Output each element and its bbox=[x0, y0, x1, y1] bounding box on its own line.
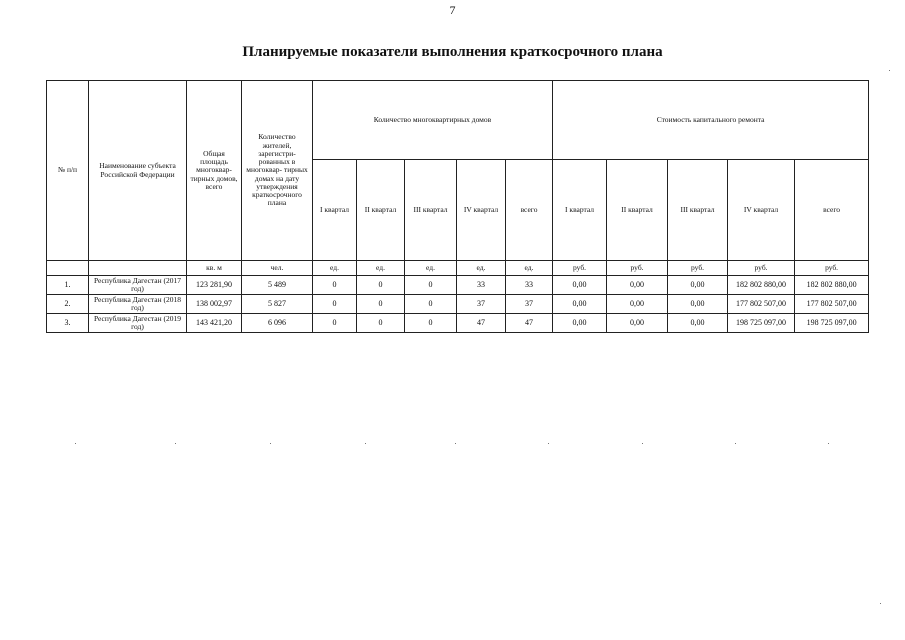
scan-speck bbox=[175, 443, 176, 444]
cost-q1-value: 0,00 bbox=[553, 314, 607, 333]
header-row bbox=[47, 81, 869, 160]
unit-cell: руб. bbox=[728, 261, 795, 276]
houses-total-value: 33 bbox=[506, 276, 553, 295]
houses-q3-value: 0 bbox=[405, 276, 457, 295]
unit-cell: чел. bbox=[242, 261, 313, 276]
unit-cell: ед. bbox=[357, 261, 405, 276]
cost-q3-value: 0,00 bbox=[668, 314, 728, 333]
scan-speck bbox=[880, 603, 881, 604]
area-value: 143 421,20 bbox=[187, 314, 242, 333]
cost-q3-value: 0,00 bbox=[668, 276, 728, 295]
houses-q1-value: 0 bbox=[313, 276, 357, 295]
unit-cell: ед. bbox=[405, 261, 457, 276]
cost-q4-value: 198 725 097,00 bbox=[728, 314, 795, 333]
header-cost-q2: II квартал bbox=[607, 160, 668, 261]
scan-speck bbox=[548, 443, 549, 444]
houses-q2-value: 0 bbox=[357, 295, 405, 314]
document-title: Планируемые показатели выполнения краткосрочного плана bbox=[242, 44, 663, 60]
unit-cell: ед. bbox=[313, 261, 357, 276]
residents-value: 6 096 bbox=[242, 314, 313, 333]
scan-speck bbox=[642, 443, 643, 444]
subject-name: Республика Дагестан (2017 год) bbox=[89, 276, 187, 295]
houses-q4-value: 47 bbox=[457, 314, 506, 333]
units-empty bbox=[47, 261, 89, 276]
cost-total-value: 177 802 507,00 bbox=[795, 295, 869, 314]
cost-q3-value: 0,00 bbox=[668, 295, 728, 314]
header-residents: Количество жителей, зарегистри- рованных в многоквар- тирных домах на дату утверждения краткосрочного плана bbox=[242, 81, 313, 261]
units-row bbox=[47, 261, 869, 276]
unit-cell: кв. м bbox=[187, 261, 242, 276]
cost-q1-value: 0,00 bbox=[553, 295, 607, 314]
unit-cell: руб. bbox=[795, 261, 869, 276]
header-cost-group: Стоимость капитального ремонта bbox=[553, 81, 869, 160]
unit-cell: руб. bbox=[607, 261, 668, 276]
houses-q2-value: 0 bbox=[357, 314, 405, 333]
unit-cell: ед. bbox=[506, 261, 553, 276]
header-cost-total: всего bbox=[795, 160, 869, 261]
row-number: 1. bbox=[47, 276, 89, 295]
houses-q1-value: 0 bbox=[313, 295, 357, 314]
residents-value: 5 827 bbox=[242, 295, 313, 314]
scan-speck bbox=[889, 70, 890, 71]
cost-total-value: 182 802 880,00 bbox=[795, 276, 869, 295]
houses-total-value: 47 bbox=[506, 314, 553, 333]
header-area: Общая площадь многоквар- тирных домов, всего bbox=[187, 81, 242, 261]
cost-q2-value: 0,00 bbox=[607, 295, 668, 314]
area-value: 138 002,97 bbox=[187, 295, 242, 314]
header-houses-q4: IV квартал bbox=[457, 160, 506, 261]
scan-speck bbox=[735, 443, 736, 444]
page-number: 7 bbox=[449, 3, 456, 17]
header-houses-q1: I квартал bbox=[313, 160, 357, 261]
subject-name: Республика Дагестан (2018 год) bbox=[89, 295, 187, 314]
houses-q4-value: 37 bbox=[457, 295, 506, 314]
header-houses-group: Количество многоквартирных домов bbox=[313, 81, 553, 160]
table-row bbox=[47, 276, 869, 295]
houses-q2-value: 0 bbox=[357, 276, 405, 295]
scan-speck bbox=[75, 443, 76, 444]
header-cost-q1: I квартал bbox=[553, 160, 607, 261]
header-num: № п/п bbox=[47, 81, 89, 261]
plan-indicators-table bbox=[46, 80, 869, 333]
table-row bbox=[47, 314, 869, 333]
header-cost-q3: III квартал bbox=[668, 160, 728, 261]
unit-cell: руб. bbox=[553, 261, 607, 276]
row-number: 2. bbox=[47, 295, 89, 314]
header-houses-q3: III квартал bbox=[405, 160, 457, 261]
header-houses-q2: II квартал bbox=[357, 160, 405, 261]
area-value: 123 281,90 bbox=[187, 276, 242, 295]
scan-speck bbox=[270, 443, 271, 444]
houses-q1-value: 0 bbox=[313, 314, 357, 333]
cost-q1-value: 0,00 bbox=[553, 276, 607, 295]
scan-speck bbox=[828, 443, 829, 444]
cost-q2-value: 0,00 bbox=[607, 314, 668, 333]
cost-q4-value: 182 802 880,00 bbox=[728, 276, 795, 295]
residents-value: 5 489 bbox=[242, 276, 313, 295]
unit-cell: ед. bbox=[457, 261, 506, 276]
header-houses-total: всего bbox=[506, 160, 553, 261]
table-row bbox=[47, 295, 869, 314]
units-empty bbox=[89, 261, 187, 276]
scan-speck bbox=[365, 443, 366, 444]
subject-name: Республика Дагестан (2019 год) bbox=[89, 314, 187, 333]
scan-speck bbox=[455, 443, 456, 444]
cost-q4-value: 177 802 507,00 bbox=[728, 295, 795, 314]
houses-total-value: 37 bbox=[506, 295, 553, 314]
cost-q2-value: 0,00 bbox=[607, 276, 668, 295]
header-cost-q4: IV квартал bbox=[728, 160, 795, 261]
houses-q4-value: 33 bbox=[457, 276, 506, 295]
cost-total-value: 198 725 097,00 bbox=[795, 314, 869, 333]
unit-cell: руб. bbox=[668, 261, 728, 276]
row-number: 3. bbox=[47, 314, 89, 333]
header-name: Наименование субъекта Российской Федерации bbox=[89, 81, 187, 261]
houses-q3-value: 0 bbox=[405, 295, 457, 314]
houses-q3-value: 0 bbox=[405, 314, 457, 333]
